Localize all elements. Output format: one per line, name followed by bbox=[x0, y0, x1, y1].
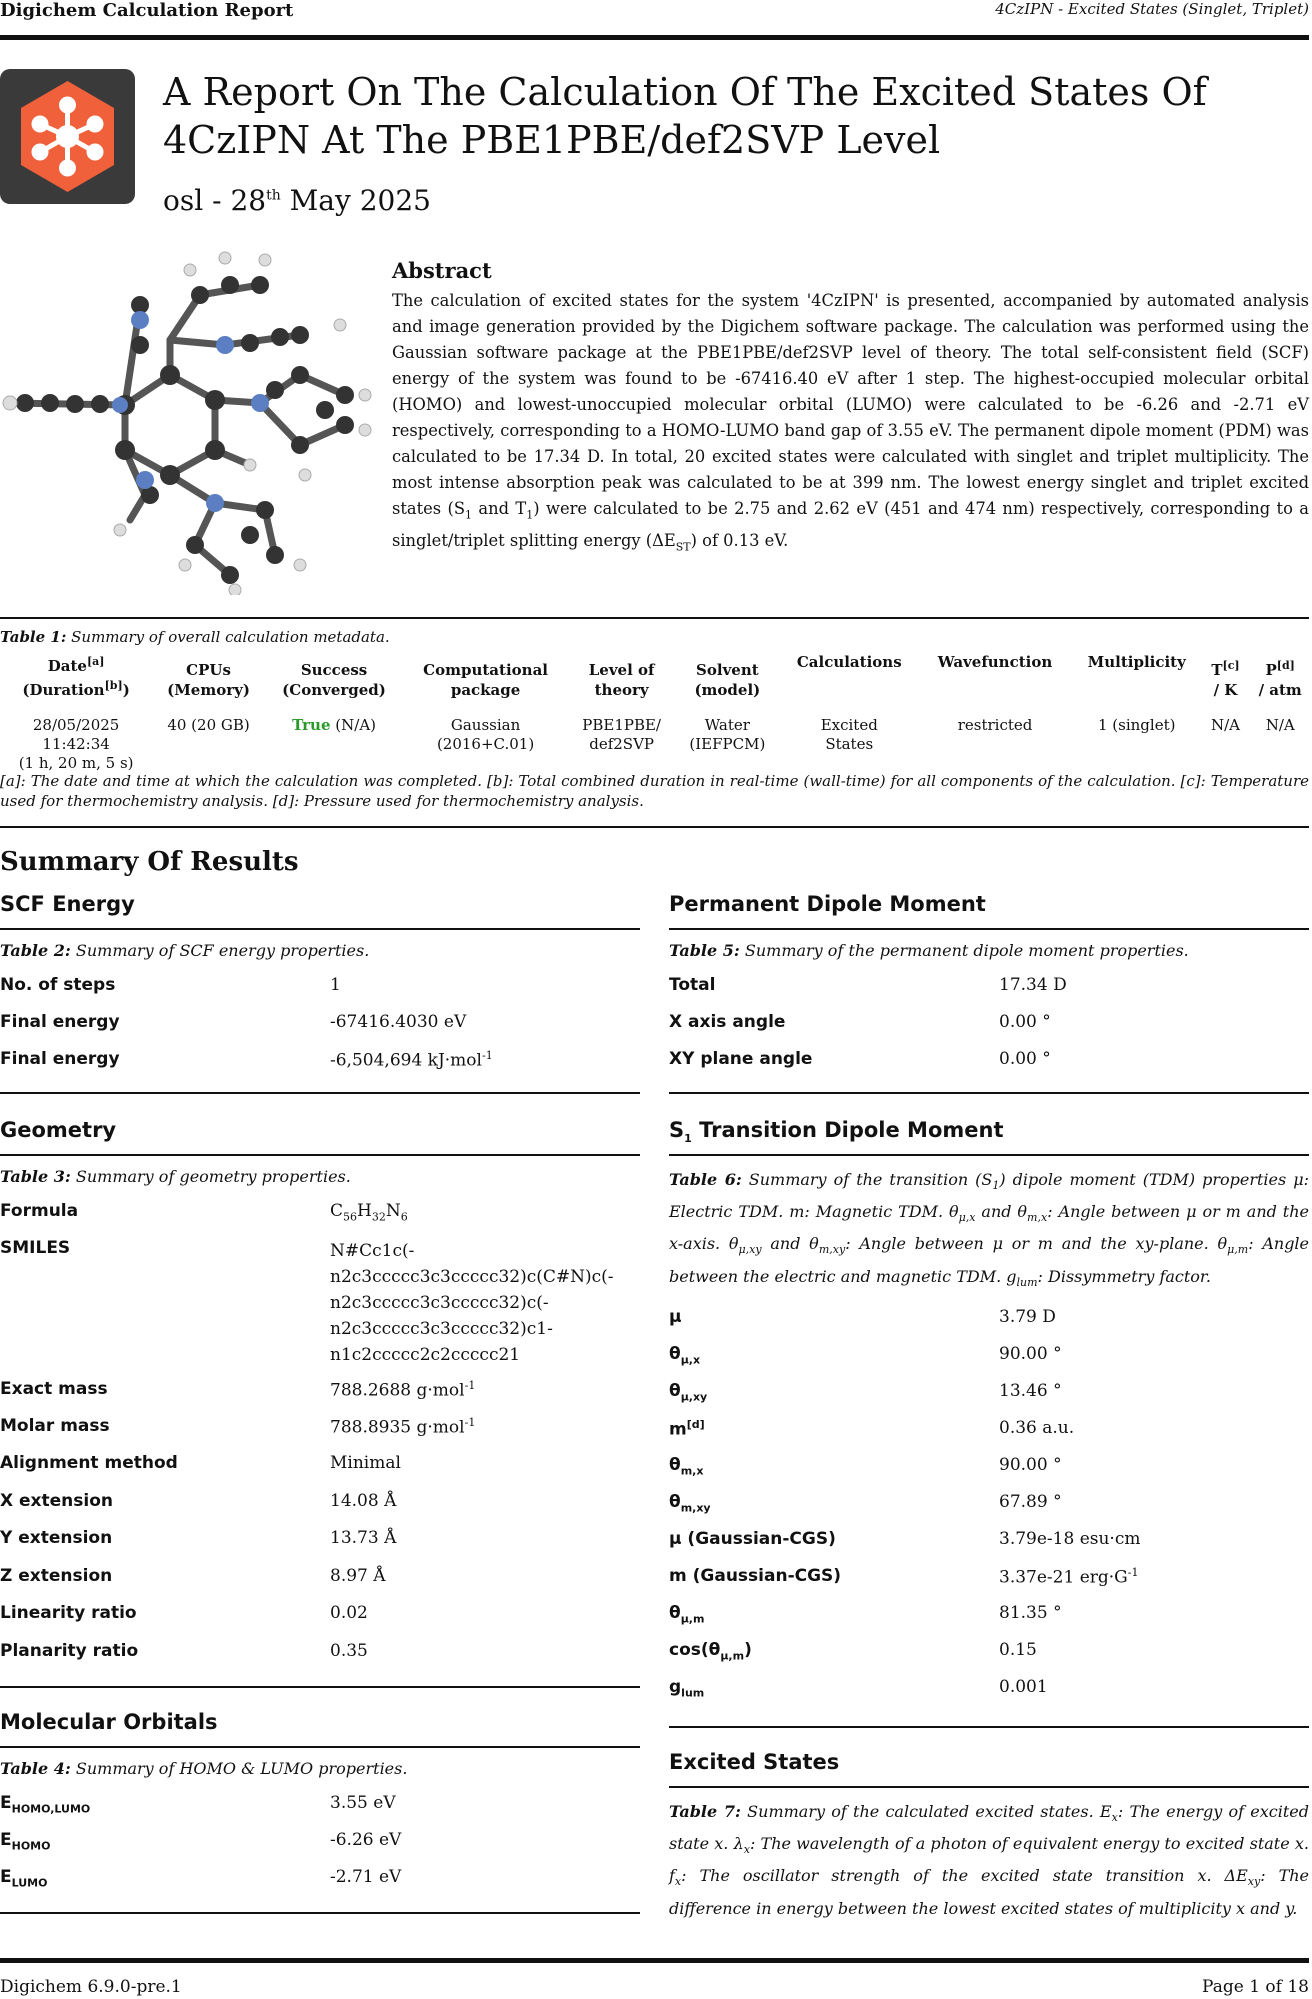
scf-energy-kj-sup: -1 bbox=[481, 1049, 493, 1062]
tdm-cap-mux: μ,x bbox=[958, 1211, 976, 1225]
table-6-caption bbox=[669, 1167, 1309, 1296]
formula-h-count: 32 bbox=[371, 1210, 386, 1224]
cell-calc-1: Excited bbox=[820, 716, 878, 734]
tdm-cap-muxy: μ,xy bbox=[738, 1243, 762, 1257]
formula-c-count: 56 bbox=[343, 1210, 358, 1224]
exact-mass-sup: -1 bbox=[464, 1379, 476, 1392]
header-package bbox=[403, 650, 568, 702]
header-success-label: Success bbox=[300, 661, 368, 679]
molar-mass-value bbox=[330, 1416, 475, 1438]
tdm-cap-lum: lum bbox=[1016, 1275, 1038, 1289]
homo-lumo-gap-label bbox=[0, 1793, 90, 1815]
lumo-symbol: E bbox=[0, 1867, 12, 1887]
table-3-label: Table 3: bbox=[0, 1167, 71, 1186]
header-temperature bbox=[1203, 650, 1249, 702]
scf-energy-ev-value: -67416.4030 eV bbox=[330, 1012, 467, 1032]
tdm-theta-muxy-label bbox=[669, 1381, 707, 1403]
tdm-theta-mum-label bbox=[669, 1603, 704, 1625]
header-atm-label: / atm bbox=[1258, 681, 1302, 699]
scf-rule bbox=[0, 928, 640, 930]
footer-version: Digichem 6.9.0-pre.1 bbox=[0, 1977, 182, 1997]
abstract-t-subscript: 1 bbox=[526, 508, 534, 522]
header-solvent bbox=[675, 650, 779, 702]
y-extension-label: Y extension bbox=[0, 1528, 113, 1548]
success-value: True bbox=[292, 716, 331, 734]
abstract-text bbox=[392, 288, 1309, 561]
tdm-mu-cgs-value: 3.79e-18 esu·cm bbox=[999, 1529, 1141, 1549]
orbitals-end-rule bbox=[0, 1912, 640, 1914]
pdm-total-value: 17.34 D bbox=[999, 975, 1067, 995]
tdm-theta-mxy-value: 67.89 ° bbox=[999, 1492, 1062, 1512]
molecule-ball-and-stick-icon bbox=[0, 245, 380, 595]
tdm-m-cgs-sup: -1 bbox=[1127, 1566, 1139, 1579]
table-5-caption-text: Summary of the permanent dipole moment properties. bbox=[739, 941, 1189, 960]
scf-energy-kj-number: -6,504,694 kJ·mol bbox=[330, 1050, 482, 1071]
smiles-label: SMILES bbox=[0, 1238, 71, 1258]
cell-success bbox=[265, 702, 403, 773]
header-package-label: Computational bbox=[423, 661, 548, 679]
report-title bbox=[163, 68, 1303, 164]
tdm-heading-sub: 1 bbox=[684, 1132, 692, 1146]
smiles-line: n1c2ccccc2c2ccccc21 bbox=[330, 1345, 521, 1365]
tdm-theta-mux-value: 90.00 ° bbox=[999, 1344, 1062, 1364]
theta-symbol: θ bbox=[669, 1492, 681, 1512]
tdm-glum-label bbox=[669, 1677, 704, 1699]
abstract-part-1: The calculation of excited states for the system '4CzIPN' is presented, accompanied by automated analysis and image generation provided by the Digichem software package. The calculation was performed using the Gaussian software package at the PBE1PBE/def2SVP level of theory. The total self-consistent field (SCF) energy of the system was found to be -67416.40 eV after 1 step. The highest-occupied molecular orbital (HOMO) and lowest-unoccupied molecular orbital (LUMO) were calculated to be -6.26 and -2.71 eV respectively, corresponding to a HOMO-LUMO band gap of 3.55 eV. The permanent dipole moment (PDM) was calculated to be 17.34 D. In total, 20 excited states were calculated with singlet and triplet multiplicity. The most intense absorption peak was calculated to be at 399 nm. The lowest energy singlet and triplet excited states (S bbox=[392, 291, 1309, 518]
cell-package-name: Gaussian bbox=[450, 716, 521, 734]
cell-multiplicity: 1 (singlet) bbox=[1097, 716, 1176, 734]
cos-close: ) bbox=[744, 1640, 752, 1660]
scf-heading: SCF Energy bbox=[0, 892, 135, 916]
report-header-title: Digichem Calculation Report bbox=[0, 0, 294, 21]
tdm-theta-mum-value: 81.35 ° bbox=[999, 1603, 1062, 1623]
header-multiplicity: Multiplicity bbox=[1087, 653, 1186, 671]
tdm-mu-value: 3.79 D bbox=[999, 1307, 1056, 1327]
smiles-line: n2c3ccccc3c3ccccc32)c(C#N)c(- bbox=[330, 1267, 614, 1287]
abstract-s-subscript: 1 bbox=[465, 508, 473, 522]
tdm-glum-value: 0.001 bbox=[999, 1677, 1048, 1697]
table-4-label: Table 4: bbox=[0, 1759, 71, 1778]
header-theory-label-2: theory bbox=[594, 681, 649, 699]
theta-mxy-sub: m,xy bbox=[680, 1501, 711, 1515]
pdm-xy-angle-value: 0.00 ° bbox=[999, 1049, 1051, 1069]
table-3-caption-text: Summary of geometry properties. bbox=[70, 1167, 351, 1186]
cell-temperature: N/A bbox=[1210, 716, 1240, 734]
lumo-label bbox=[0, 1867, 47, 1889]
tdm-theta-mux-label bbox=[669, 1344, 700, 1366]
header-theory-label: Level of bbox=[588, 661, 655, 679]
tdm-m-cgs-value bbox=[999, 1566, 1138, 1588]
molar-mass-number: 788.8935 g·mol bbox=[330, 1417, 465, 1438]
table-2-caption-text: Summary of SCF energy properties. bbox=[70, 941, 370, 960]
cell-solvent bbox=[675, 702, 779, 773]
note-c: [c] bbox=[1222, 659, 1240, 672]
excited-cap-3: : The wavelength of a photon of equivalent energy to excited state x. f bbox=[669, 1834, 1310, 1886]
molar-mass-label: Molar mass bbox=[0, 1416, 110, 1436]
tdm-m-label bbox=[669, 1418, 705, 1440]
cell-package-version: (2016+C.01) bbox=[436, 735, 535, 753]
section-rule bbox=[0, 826, 1309, 828]
summary-heading: Summary Of Results bbox=[0, 847, 299, 877]
smiles-line: n2c3ccccc3c3ccccc32)c1- bbox=[330, 1319, 553, 1339]
table-1-label: Table 1: bbox=[0, 628, 67, 646]
note-b: [b] bbox=[104, 679, 123, 692]
m-note-d: [d] bbox=[686, 1418, 705, 1431]
cell-package bbox=[403, 702, 568, 773]
tdm-cap-3: and θ bbox=[975, 1202, 1028, 1222]
header-solvent-label: Solvent bbox=[696, 661, 759, 679]
header-duration-label: (Duration bbox=[22, 681, 105, 699]
tdm-cap-5: and θ bbox=[761, 1234, 819, 1254]
metadata-header-row bbox=[0, 650, 1312, 702]
footer-page-number: Page 1 of 18 bbox=[1202, 1977, 1309, 1997]
pdm-end-rule bbox=[669, 1092, 1309, 1094]
header-package-label-2: package bbox=[450, 681, 521, 699]
section-rule bbox=[0, 617, 1309, 619]
tdm-mu-cgs-label: μ (Gaussian-CGS) bbox=[669, 1529, 836, 1549]
x-extension-value: 14.08 Å bbox=[330, 1491, 397, 1511]
pdm-heading: Permanent Dipole Moment bbox=[669, 892, 986, 916]
excited-cap-1: Summary of the calculated excited states. E bbox=[740, 1802, 1112, 1821]
formula-h: H bbox=[357, 1201, 372, 1221]
table-5-caption bbox=[669, 941, 1189, 960]
abstract-st-subscript: ST bbox=[675, 540, 691, 554]
excited-cap-1-sub: x bbox=[1111, 1811, 1118, 1825]
table-7-label: Table 7: bbox=[669, 1802, 741, 1821]
cell-calc-2: States bbox=[825, 735, 874, 753]
linearity-label: Linearity ratio bbox=[0, 1603, 137, 1623]
table-1-caption-text: Summary of overall calculation metadata. bbox=[66, 628, 390, 646]
tdm-cap-mum: μ,m bbox=[1227, 1243, 1249, 1257]
homo-lumo-gap-symbol: E bbox=[0, 1793, 12, 1813]
homo-value: -6.26 eV bbox=[330, 1830, 402, 1850]
abstract-part-2: and T bbox=[472, 499, 527, 518]
header-model-label: (model) bbox=[694, 681, 761, 699]
converged-value: (N/A) bbox=[330, 716, 376, 734]
orbitals-rule bbox=[0, 1746, 640, 1748]
x-extension-label: X extension bbox=[0, 1491, 114, 1511]
tdm-m-value: 0.36 a.u. bbox=[999, 1418, 1075, 1438]
theta-symbol: θ bbox=[669, 1381, 681, 1401]
scf-energy-kj-label: Final energy bbox=[0, 1049, 120, 1069]
table-7-caption bbox=[669, 1799, 1309, 1922]
table-6-label: Table 6: bbox=[669, 1170, 742, 1189]
metadata-table bbox=[0, 650, 1312, 773]
smiles-line: n2c3ccccc3c3ccccc32)c(- bbox=[330, 1293, 549, 1313]
table-3-caption bbox=[0, 1167, 351, 1186]
pdm-total-label: Total bbox=[669, 975, 716, 995]
excited-cap-5: : The difference in energy between the lowest excited states of multiplicity x and y. bbox=[669, 1866, 1310, 1918]
table-4-caption bbox=[0, 1759, 407, 1778]
cell-theory-2: def2SVP bbox=[589, 735, 654, 753]
tdm-theta-mx-label bbox=[669, 1455, 703, 1477]
homo-lumo-gap-value: 3.55 eV bbox=[330, 1793, 396, 1813]
cell-duration-value: (1 h, 20 m, 5 s) bbox=[18, 754, 134, 772]
header-pressure-label: P bbox=[1265, 661, 1277, 679]
smiles-line: N#Cc1c(- bbox=[330, 1241, 415, 1261]
theta-muxy-sub: μ,xy bbox=[680, 1390, 708, 1404]
scf-energy-ev-label: Final energy bbox=[0, 1012, 120, 1032]
geometry-heading: Geometry bbox=[0, 1118, 117, 1142]
linearity-value: 0.02 bbox=[330, 1603, 368, 1623]
author-date-prefix: osl - 28 bbox=[163, 184, 267, 217]
tdm-end-rule bbox=[669, 1726, 1309, 1728]
excited-states-heading: Excited States bbox=[669, 1750, 840, 1774]
exact-mass-label: Exact mass bbox=[0, 1379, 108, 1399]
theta-symbol: θ bbox=[669, 1603, 681, 1623]
tdm-heading bbox=[669, 1118, 1004, 1145]
header-cpus-label: CPUs bbox=[186, 661, 231, 679]
header-rule bbox=[0, 35, 1309, 40]
cell-wavefunction: restricted bbox=[957, 716, 1033, 734]
scf-end-rule bbox=[0, 1092, 640, 1094]
geometry-end-rule bbox=[0, 1686, 640, 1688]
date-month-year: May 2025 bbox=[280, 184, 431, 217]
tdm-m-cgs-number: 3.37e-21 erg·G bbox=[999, 1567, 1128, 1588]
cos-symbol: cos(θ bbox=[669, 1640, 721, 1660]
theta-symbol: θ bbox=[669, 1344, 681, 1364]
digichem-logo bbox=[0, 69, 135, 204]
cell-pressure: N/A bbox=[1265, 716, 1295, 734]
abstract-part-4: ) of 0.13 eV. bbox=[690, 531, 789, 551]
table-1-footnote: [a]: The date and time at which the calculation was completed. [b]: Total combined duration in real-time (wall-time) for all components of the calculation. [c]: Temperature used for thermochemistry analysis. [d]: Pressure used for thermochemistry analysis. bbox=[0, 772, 1309, 810]
report-title-line-1: A Report On The Calculation Of The Excited States Of bbox=[163, 70, 1207, 114]
formula-c: C bbox=[330, 1201, 344, 1221]
excited-cap-3-sub: x bbox=[674, 1875, 682, 1889]
table-2-label: Table 2: bbox=[0, 941, 71, 960]
exact-mass-number: 788.2688 g·mol bbox=[330, 1380, 465, 1401]
tdm-heading-text: Transition Dipole Moment bbox=[691, 1118, 1004, 1142]
tdm-cos-value: 0.15 bbox=[999, 1640, 1037, 1660]
exact-mass-value bbox=[330, 1379, 475, 1401]
table-1-caption bbox=[0, 628, 390, 646]
header-date: Date[a] (Duration[b]) bbox=[22, 655, 130, 699]
report-author-date bbox=[163, 184, 431, 217]
scf-energy-kj-value bbox=[330, 1049, 493, 1071]
homo-label bbox=[0, 1830, 50, 1852]
theta-symbol: θ bbox=[669, 1455, 681, 1475]
tdm-cap-2: ) dipole moment (TDM) properties μ: Electric TDM. m: Magnetic TDM. θ bbox=[669, 1170, 1310, 1222]
homo-symbol: E bbox=[0, 1830, 12, 1850]
abstract-heading: Abstract bbox=[392, 258, 492, 283]
header-wavefunction: Wavefunction bbox=[937, 653, 1053, 671]
cell-date-value: 28/05/2025 bbox=[32, 716, 120, 734]
cell-solvent-model: (IEFPCM) bbox=[689, 735, 766, 753]
molecule-structure-image bbox=[0, 245, 380, 595]
tdm-cap-1-sub: 1 bbox=[992, 1179, 1000, 1193]
excited-cap-2-sub: x bbox=[743, 1843, 750, 1857]
table-4-caption-text: Summary of HOMO & LUMO properties. bbox=[70, 1759, 408, 1778]
theta-mx-sub: m,x bbox=[680, 1464, 704, 1478]
theta-mum-sub: μ,m bbox=[680, 1612, 705, 1626]
planarity-value: 0.35 bbox=[330, 1641, 368, 1661]
homo-lumo-gap-sub: HOMO,LUMO bbox=[11, 1802, 91, 1816]
z-extension-label: Z extension bbox=[0, 1566, 113, 1586]
header-memory-label: (Memory) bbox=[167, 681, 250, 699]
header-kelvin-label: / K bbox=[1213, 681, 1238, 699]
tdm-heading-s: S bbox=[669, 1118, 685, 1142]
glum-sub: lum bbox=[681, 1686, 705, 1700]
pdm-xy-angle-label: XY plane angle bbox=[669, 1049, 813, 1069]
pdm-x-angle-label: X axis angle bbox=[669, 1012, 786, 1032]
excited-cap-4-sub: xy bbox=[1247, 1875, 1261, 1889]
cell-calculations bbox=[779, 702, 919, 773]
z-extension-value: 8.97 Å bbox=[330, 1566, 386, 1586]
formula-label: Formula bbox=[0, 1201, 79, 1221]
tdm-cap-mxy: m,xy bbox=[818, 1243, 846, 1257]
logo-hexagon-icon bbox=[0, 69, 135, 204]
excited-cap-2: : The energy of excited state x. λ bbox=[669, 1802, 1310, 1854]
tdm-theta-mx-value: 90.00 ° bbox=[999, 1455, 1062, 1475]
homo-sub: HOMO bbox=[11, 1839, 51, 1853]
header-theory bbox=[568, 650, 675, 702]
alignment-label: Alignment method bbox=[0, 1453, 178, 1473]
geometry-rule bbox=[0, 1154, 640, 1156]
note-a: [a] bbox=[86, 655, 105, 668]
scf-steps-label: No. of steps bbox=[0, 975, 116, 995]
cell-date bbox=[0, 702, 152, 773]
formula-value bbox=[330, 1201, 408, 1223]
tdm-cap-7: : Angle between the electric and magnetic TDM. g bbox=[669, 1234, 1310, 1286]
scf-steps-value: 1 bbox=[330, 975, 341, 995]
tdm-cap-6: : Angle between μ or m and the xy-plane. θ bbox=[845, 1234, 1228, 1254]
tdm-theta-mxy-label bbox=[669, 1492, 711, 1514]
header-temperature-label: T bbox=[1211, 661, 1223, 679]
pdm-rule bbox=[669, 928, 1309, 930]
header-converged-label: (Converged) bbox=[282, 681, 386, 699]
metadata-value-row bbox=[0, 702, 1312, 773]
note-d: [d] bbox=[1276, 659, 1295, 672]
date-ordinal: th bbox=[266, 187, 281, 204]
header-success bbox=[265, 650, 403, 702]
planarity-label: Planarity ratio bbox=[0, 1641, 139, 1661]
m-symbol: m bbox=[669, 1419, 687, 1440]
cell-time-value: 11:42:34 bbox=[42, 735, 110, 753]
formula-n-count: 6 bbox=[400, 1210, 408, 1224]
smiles-value bbox=[330, 1238, 614, 1368]
cell-cpus: 40 (20 GB) bbox=[167, 716, 250, 734]
orbitals-heading: Molecular Orbitals bbox=[0, 1710, 218, 1734]
abstract-part-3: ) were calculated to be 2.75 and 2.62 eV (451 and 474 nm) respectively, corresponding to a singlet/triplet splitting energy (ΔE bbox=[392, 499, 1309, 551]
cos-sub: μ,m bbox=[720, 1649, 745, 1663]
footer-rule bbox=[0, 1958, 1309, 1963]
alignment-value: Minimal bbox=[330, 1453, 401, 1473]
report-title-line-2: 4CzIPN At The PBE1PBE/def2SVP Level bbox=[163, 118, 941, 162]
cell-theory bbox=[568, 702, 675, 773]
table-5-label: Table 5: bbox=[669, 941, 740, 960]
excited-states-rule bbox=[669, 1786, 1309, 1788]
header-pressure bbox=[1248, 650, 1312, 702]
tdm-rule bbox=[669, 1154, 1309, 1156]
tdm-cap-1: Summary of the transition (S bbox=[741, 1170, 993, 1189]
molar-mass-sup: -1 bbox=[464, 1416, 476, 1429]
header-cpus bbox=[152, 650, 265, 702]
tdm-cap-4: : Angle between μ or m and the x-axis. θ bbox=[669, 1202, 1309, 1254]
theta-mux-sub: μ,x bbox=[680, 1353, 701, 1367]
table-2-caption bbox=[0, 941, 369, 960]
header-date-label: Date bbox=[47, 657, 87, 675]
tdm-theta-muxy-value: 13.46 ° bbox=[999, 1381, 1062, 1401]
lumo-sub: LUMO bbox=[11, 1876, 48, 1890]
tdm-m-cgs-label: m (Gaussian-CGS) bbox=[669, 1566, 842, 1586]
header-calculations: Calculations bbox=[796, 653, 902, 671]
cell-solvent-name: Water bbox=[704, 716, 750, 734]
tdm-cap-8: : Dissymmetry factor. bbox=[1037, 1266, 1211, 1286]
excited-cap-4: : The oscillator strength of the excited state transition x. ΔE bbox=[681, 1866, 1248, 1886]
tdm-cos-label bbox=[669, 1640, 752, 1662]
y-extension-value: 13.73 Å bbox=[330, 1528, 397, 1548]
report-header-subject: 4CzIPN - Excited States (Singlet, Triplet) bbox=[995, 0, 1309, 18]
formula-n: N bbox=[385, 1201, 401, 1221]
tdm-mu-label: μ bbox=[669, 1307, 682, 1327]
tdm-cap-mx: m,x bbox=[1027, 1211, 1048, 1225]
cell-theory-1: PBE1PBE/ bbox=[582, 716, 661, 734]
lumo-value: -2.71 eV bbox=[330, 1867, 402, 1887]
pdm-x-angle-value: 0.00 ° bbox=[999, 1012, 1051, 1032]
g-symbol: g bbox=[669, 1677, 682, 1697]
